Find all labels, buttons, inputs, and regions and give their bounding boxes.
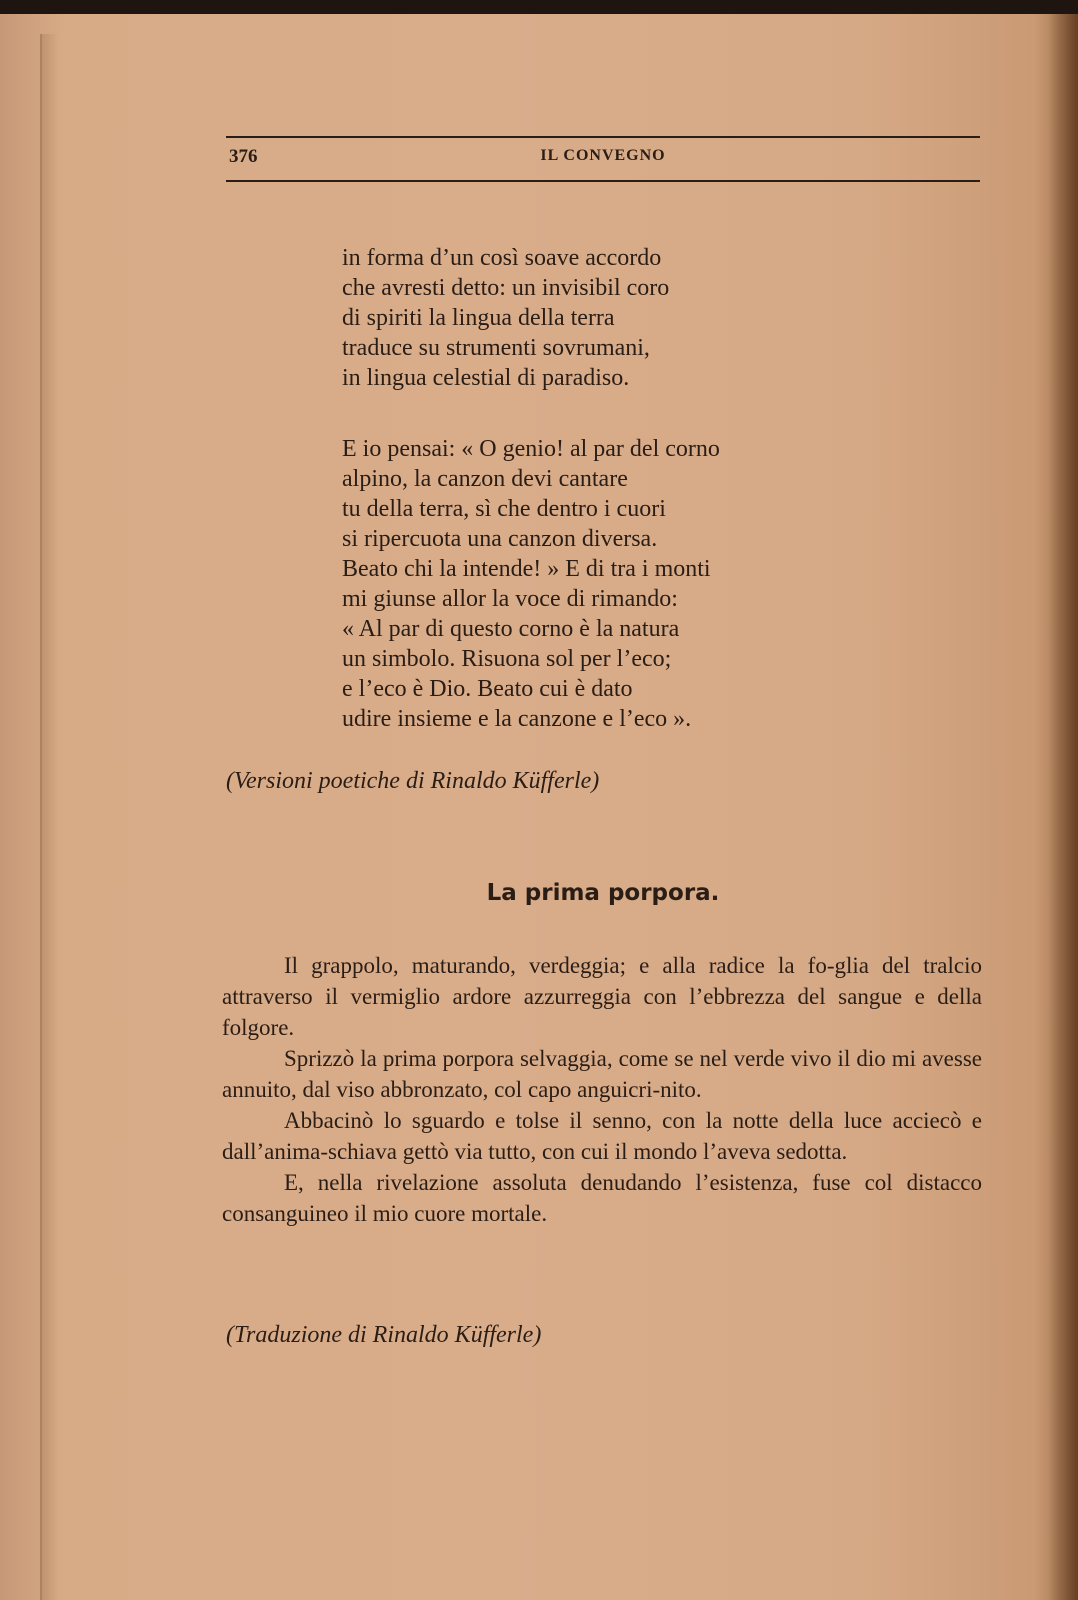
poem-line: un simbolo. Risuona sol per l’eco; [342,646,672,672]
poem-line: mi giunse allor la voce di rimando: [342,586,678,612]
poem-line: si ripercuota una canzon diversa. [342,526,658,552]
poem-line: udire insieme e la canzone e l’eco ». [342,706,692,732]
poem-line: Beato chi la intende! » E di tra i monti [342,556,711,582]
poem-line: E io pensai: « O genio! al par del corno [342,436,720,462]
poem-line: alpino, la canzon devi cantare [342,466,628,492]
poem-line: traduce su strumenti sovrumani, [342,335,650,361]
poem-line: di spiriti la lingua della terra [342,305,615,331]
poem-line: che avresti detto: un invisibil coro [342,275,670,301]
book-page [0,14,1078,1600]
translation-credit-poems: (Versioni poetiche di Rinaldo Küfferle) [226,768,600,794]
header-rule-top [226,136,980,138]
prose-paragraph: E, nella rivelazione assoluta denudando l’esistenza, fuse col distacco consanguineo il mio cuore mortale. [222,1170,982,1226]
poem-line: tu della terra, sì che dentro i cuori [342,496,666,522]
prose-paragraph: Sprizzò la prima porpora selvaggia, come se nel verde vivo il dio mi avesse annuito, dal viso abbronzato, col capo anguicri-nito. [222,1046,982,1102]
prose-paragraph: Il grappolo, maturando, verdeggia; e alla radice la fo-glia del tralcio attraverso il vermiglio ardore azzurreggia con l’ebbrezza del sangue e della folgore. [222,953,982,1040]
poem-line: in lingua celestial di paradiso. [342,365,630,391]
translation-credit-prose: (Traduzione di Rinaldo Küfferle) [226,1322,542,1348]
poem-stanza-1 [342,243,669,393]
running-head [226,146,980,174]
journal-title: IL CONVEGNO [540,147,666,164]
header-rule-bottom [226,180,980,182]
gutter-shadow [1048,14,1078,1600]
page-number: 376 [229,146,258,167]
poem-line: in forma d’un così soave accordo [342,245,662,271]
prose-body [222,950,982,1229]
poem-stanza-2 [342,434,720,734]
poem-line: « Al par di questo corno è la natura [342,616,680,642]
poem-line: e l’eco è Dio. Beato cui è dato [342,676,633,702]
page-edge [40,34,58,1600]
prose-paragraph: Abbacinò lo sguardo e tolse il senno, con la notte della luce acciecò e dall’anima-schiava gettò via tutto, con cui il mondo l’aveva sedotta. [222,1108,982,1164]
section-heading: La prima porpora. [486,880,720,906]
